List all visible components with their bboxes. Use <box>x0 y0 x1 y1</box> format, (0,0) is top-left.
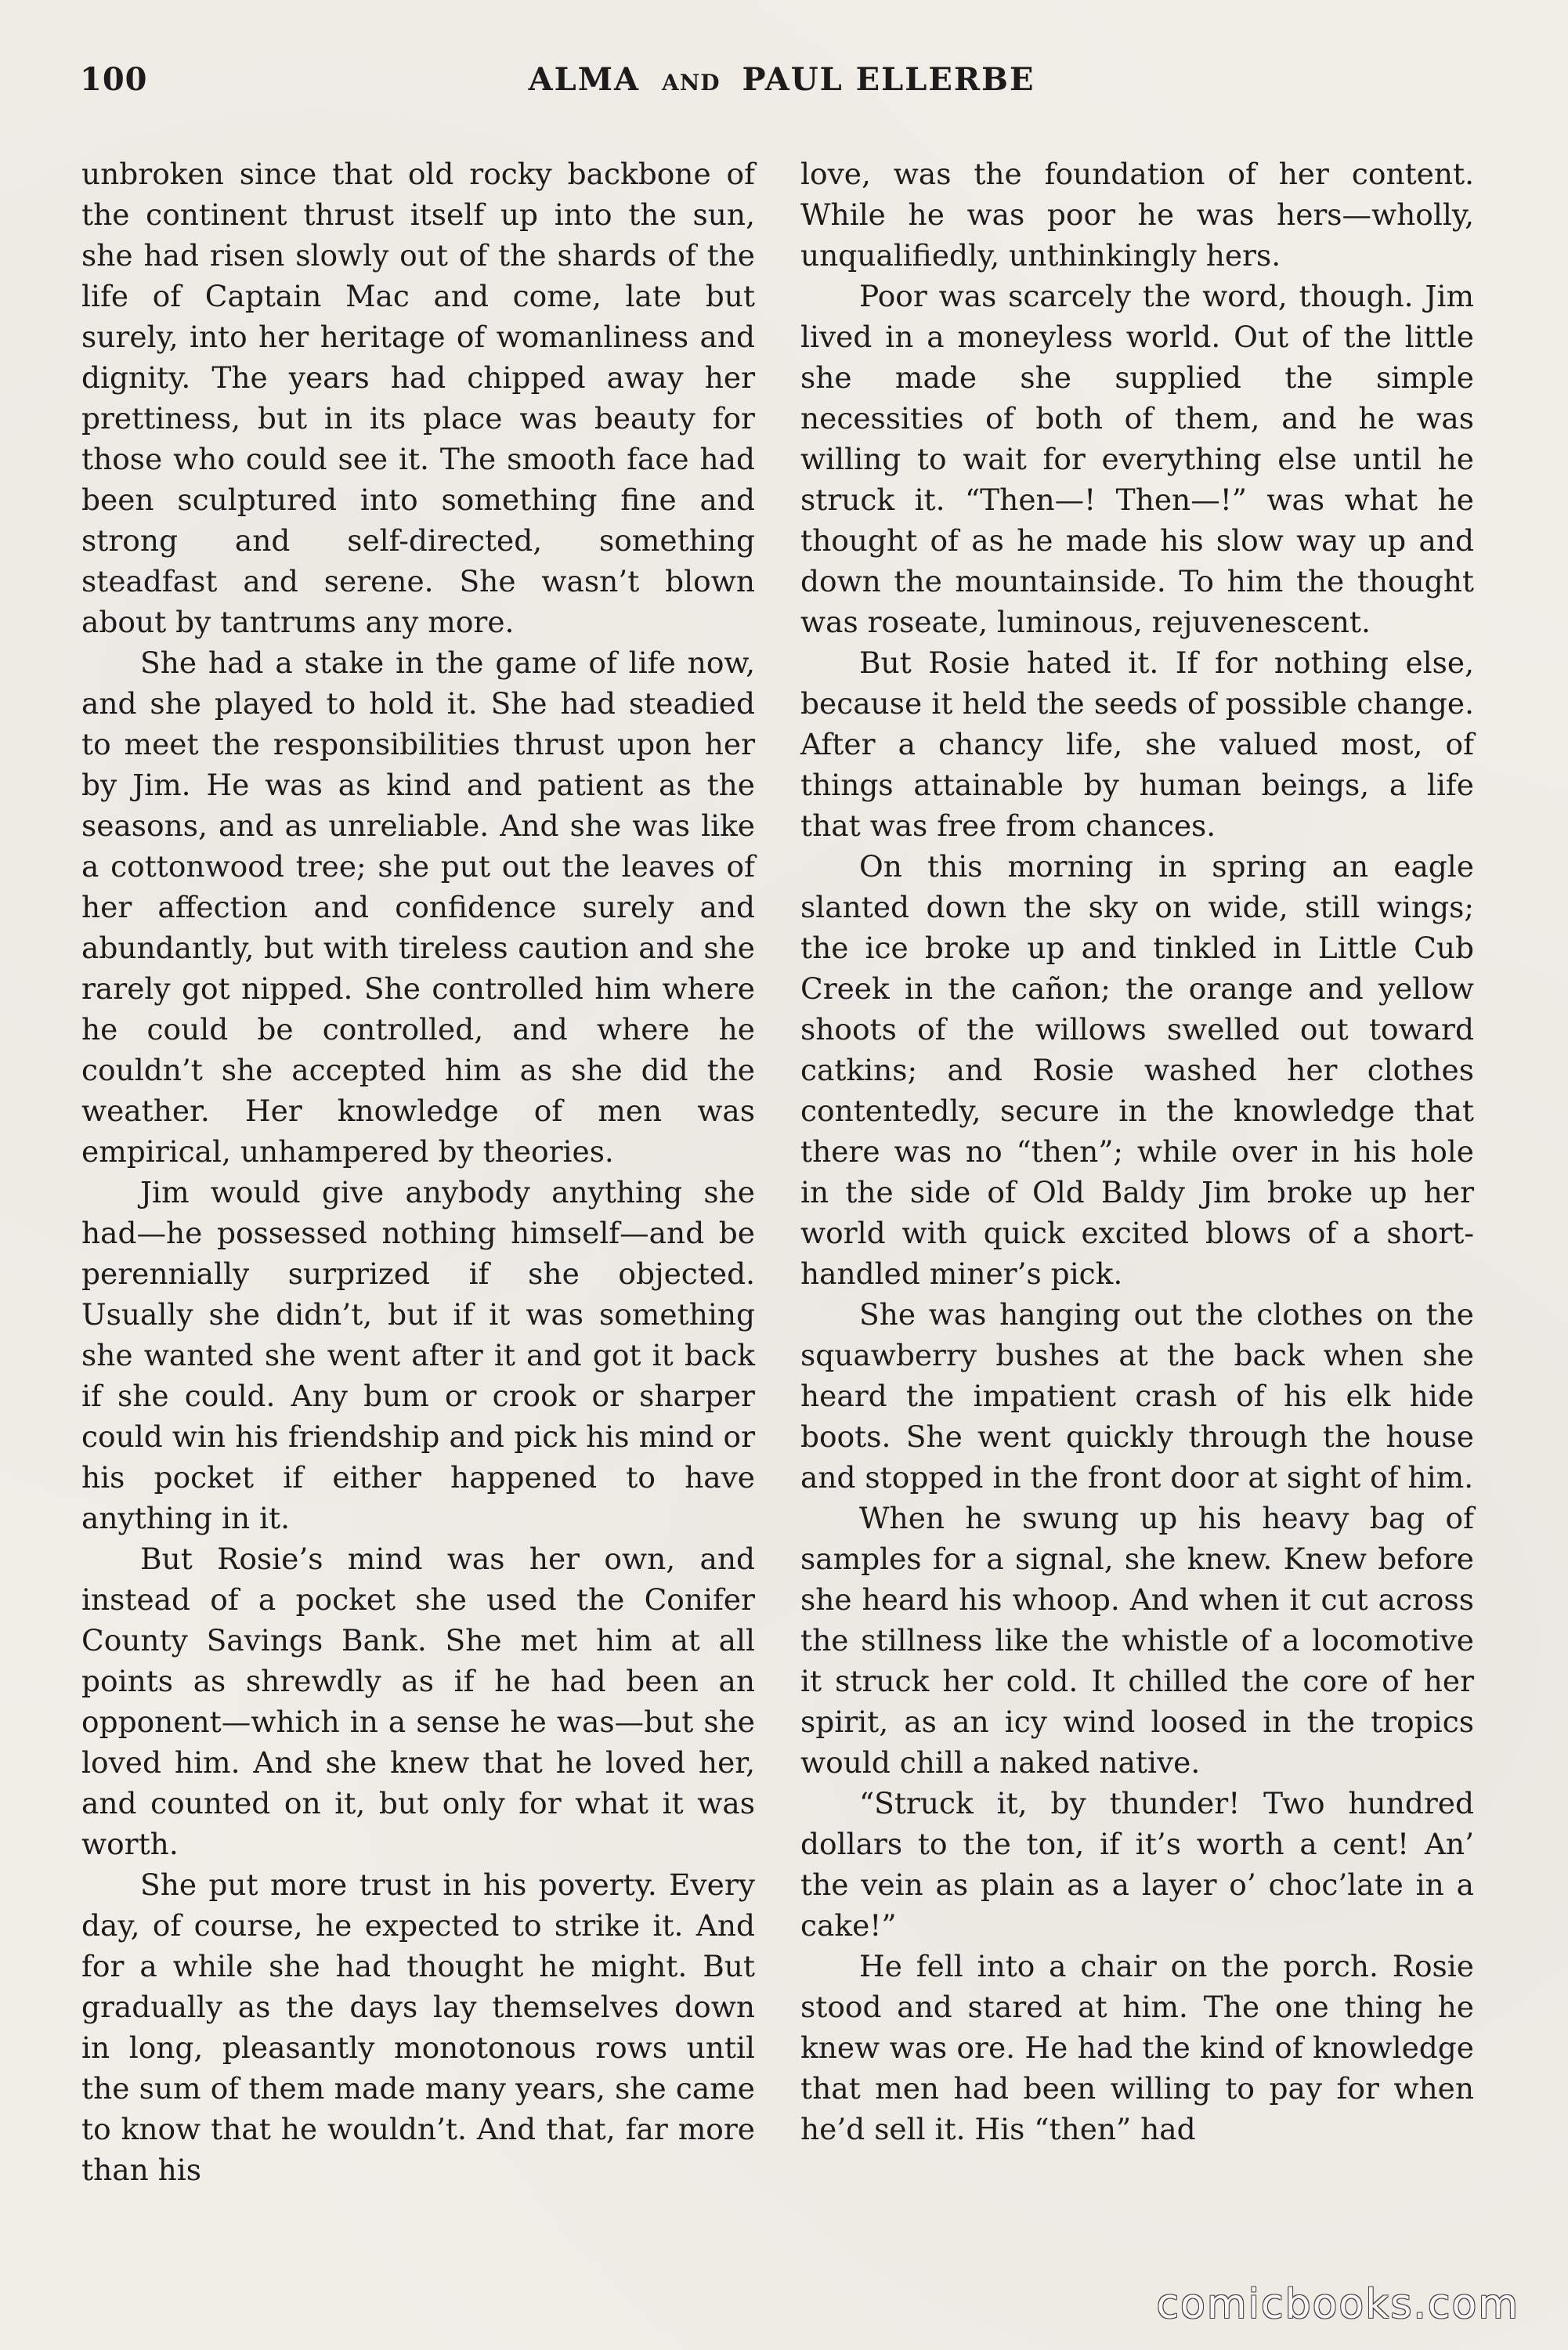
paragraph: “Struck it, by thunder! Two hundred dollars to the ton, if it’s worth a cent! An’ the vein as plain as a layer o’ choc’late in a cake!” <box>800 1786 1474 1943</box>
paragraph: love, was the foundation of her content. While he was poor he was hers—wholly, unqualifiedly, unthinkingly hers. <box>800 157 1474 273</box>
author-conjunction: AND <box>661 70 721 96</box>
paragraph: She had a stake in the game of life now, and she played to hold it. She had steadied to meet the responsibilities thrust upon her by Jim. He was as kind and patient as the seasons, and as unreliable. And she was like a cottonwood tree; she put out the leaves of her affection and confidence surely and abundantly, but with tireless caution and she rarely got nipped. She controlled him where he could be controlled, and where he couldn’t she accepted him as she did the weather. Her knowledge of men was empirical, unhampered by theories. <box>81 645 755 1169</box>
paragraph: Jim would give anybody anything she had—he possessed nothing himself—and be perennially surprized if she objected. Usually she didn’t, but if it was something she wanted she went after it and got it back if she could. Any bum or crook or sharper could win his friendship and pick his mind or his pocket if either happened to have anything in it. <box>81 1175 755 1535</box>
paragraph: But Rosie hated it. If for nothing else, because it held the seeds of possible change. After a chancy life, she valued most, of things attainable by human beings, a life that was free from chances. <box>800 645 1474 843</box>
page-number: 100 <box>80 61 148 98</box>
running-head <box>80 61 1483 98</box>
author-second: PAUL ELLERBE <box>742 61 1035 98</box>
site-watermark: comicbooks.com <box>1156 2281 1519 2328</box>
author-first: ALMA <box>528 61 641 98</box>
paragraph: She was hanging out the clothes on the squawberry bushes at the back when she heard the impatient crash of his elk hide boots. She went quickly through the house and stopped in the front door at sight of him. <box>800 1297 1474 1495</box>
right-column <box>800 154 1474 2149</box>
paragraph: He fell into a chair on the porch. Rosie stood and stared at him. The one thing he knew was ore. He had the kind of knowledge that men had been willing to pay for when he’d sell it. His “then” had <box>800 1949 1474 2146</box>
page-header <box>80 61 1483 108</box>
paragraph: unbroken since that old rocky backbone of the continent thrust itself up into the sun, she had risen slowly out of the shards of the life of Captain Mac and come, late but surely, into her heritage of womanliness and dignity. The years had chipped away her prettiness, but in its place was beauty for those who could see it. The smooth face had been sculptured into something fine and strong and self-directed, something steadfast and serene. She wasn’t blown about by tantrums any more. <box>81 157 755 639</box>
paragraph: When he swung up his heavy bag of samples for a signal, she knew. Knew before she heard his whoop. And when it cut across the stillness like the whistle of a locomotive it struck her cold. It chilled the core of her spirit, as an icy wind loosed in the tropics would chill a naked native. <box>800 1501 1474 1780</box>
paragraph: But Rosie’s mind was her own, and instead of a pocket she used the Conifer County Savings Bank. She met him at all points as shrewdly as if he had been an opponent—which in a sense he was—but she loved him. And she knew that he loved her, and counted on it, but only for what it was worth. <box>81 1542 755 1861</box>
left-column <box>81 154 755 2190</box>
paragraph: Poor was scarcely the word, though. Jim lived in a moneyless world. Out of the little she made she supplied the simple necessities of both of them, and he was willing to wait for everything else until he struck it. “Then—! Then—!” was what he thought of as he made his slow way up and down the mountainside. To him the thought was roseate, luminous, rejuvenescent. <box>800 279 1474 639</box>
paragraph: She put more trust in his poverty. Every day, of course, he expected to strike it. And for a while she had thought he might. But gradually as the days lay themselves down in long, pleasantly monotonous rows until the sum of them made many years, she came to know that he wouldn’t. And that, far more than his <box>81 1867 755 2187</box>
paragraph: On this morning in spring an eagle slanted down the sky on wide, still wings; the ice broke up and tinkled in Little Cub Creek in the cañon; the orange and yellow shoots of the willows swelled out toward catkins; and Rosie washed her clothes contentedly, secure in the knowledge that there was no “then”; while over in his hole in the side of Old Baldy Jim broke up her world with quick excited blows of a short-handled miner’s pick. <box>800 849 1474 1291</box>
